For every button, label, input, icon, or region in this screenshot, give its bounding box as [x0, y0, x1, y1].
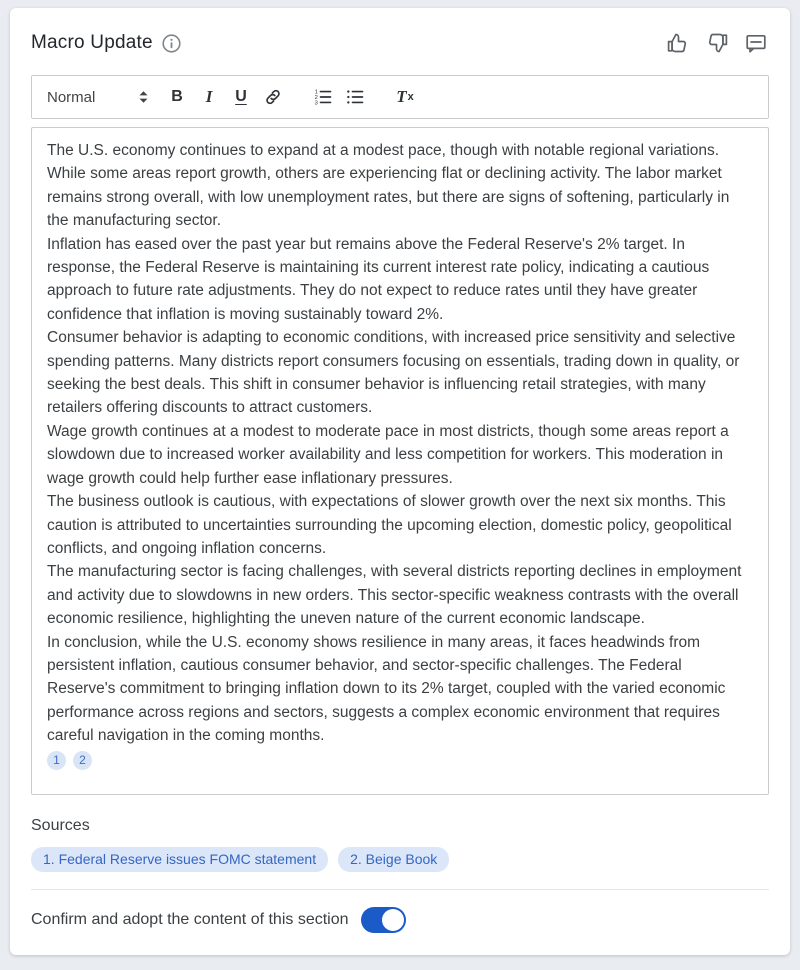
citation-row — [47, 751, 753, 770]
thumbs-down-icon[interactable] — [704, 30, 730, 56]
paragraph: The U.S. economy continues to expand at a modest pace, though with notable regional variations. While some areas report growth, others are experiencing flat or declining activity. The labor market remains strong overall, with low unemployment rates, but there are signs of softening, particularly in the manufacturing sector. — [47, 142, 730, 230]
svg-text:2: 2 — [314, 95, 318, 102]
toggle-knob — [382, 909, 404, 931]
paragraph: In conclusion, while the U.S. economy shows resilience in many areas, it faces headwinds from persistent inflation, cautious consumer behavior, and sector-specific challenges. The Federal Reserve's commitment to bringing inflation down to its 2% target, coupled with the varied economic performance across regions and sectors, suggests a complex economic environment that requires careful navigation in the coming months. — [47, 633, 726, 745]
macro-update-card — [10, 8, 790, 955]
source-chip-beige-book[interactable]: 2. Beige Book — [338, 847, 449, 872]
format-dropdown[interactable] — [47, 89, 159, 106]
up-down-arrows-icon — [138, 90, 149, 104]
source-chip-fomc[interactable]: 1. Federal Reserve issues FOMC statement — [31, 847, 328, 872]
section-divider — [31, 889, 769, 890]
page-title: Macro Update — [31, 32, 153, 53]
clear-format-x: x — [407, 91, 414, 103]
editor-toolbar — [31, 75, 769, 119]
bold-button[interactable]: B — [163, 83, 191, 111]
bullet-list-icon[interactable] — [341, 83, 369, 111]
confirm-toggle[interactable] — [361, 907, 406, 933]
card-header — [31, 30, 769, 56]
paragraph: Consumer behavior is adapting to economic conditions, with increased price sensitivity and selective spending patterns. Many districts report consumers focusing on essentials, trading down in quality, or seeking the best deals. This shift in consumer behavior is influencing retail strategies, with many retailers offering discounts to attract customers. — [47, 329, 740, 417]
citation-badge-1[interactable]: 1 — [47, 751, 66, 770]
italic-button[interactable]: I — [195, 83, 223, 111]
thumbs-up-icon[interactable] — [665, 30, 691, 56]
comment-icon[interactable] — [743, 30, 769, 56]
editor-content[interactable] — [31, 127, 769, 795]
paragraph: The business outlook is cautious, with expectations of slower growth over the next six months. This caution is attributed to uncertainties surrounding the upcoming election, domestic policy, geopolitical conflicts, and ongoing inflation concerns. — [47, 493, 732, 557]
citation-badge-2[interactable]: 2 — [73, 751, 92, 770]
paragraph: The manufacturing sector is facing challenges, with several districts reporting declines in employment and activity due to slowdowns in new orders. This sector-specific weakness contrasts with the overall economic resilience, highlighting the uneven nature of the current economic landscape. — [47, 563, 742, 628]
paragraph: Wage growth continues at a modest to moderate pace in most districts, though some areas report a slowdown due to increased worker availability and less competition for workers. This moderation in wage growth could help further ease inflationary pressures. — [47, 422, 729, 487]
confirm-row — [31, 907, 769, 933]
link-icon[interactable] — [259, 83, 287, 111]
paragraph: Inflation has eased over the past year but remains above the Federal Reserve's 2% target. In response, the Federal Reserve is maintaining its current interest rate policy, indicating a cautious approach to future rate adjustments. They do not expect to reduce rates until they have greater confidence that inflation is moving sustainably toward 2%. — [47, 235, 710, 323]
svg-text:1: 1 — [314, 89, 318, 96]
confirm-label: Confirm and adopt the content of this section — [31, 911, 349, 928]
ordered-list-icon[interactable] — [309, 83, 337, 111]
sources-list — [31, 847, 769, 872]
clear-format-t: T — [396, 87, 407, 106]
svg-text:3: 3 — [314, 100, 318, 107]
header-actions — [665, 30, 769, 56]
sources-heading: Sources — [31, 817, 90, 834]
underline-button[interactable]: U — [227, 83, 255, 111]
info-icon[interactable] — [161, 33, 182, 54]
format-dropdown-value: Normal — [47, 88, 96, 106]
clear-formatting-icon[interactable] — [391, 83, 419, 111]
